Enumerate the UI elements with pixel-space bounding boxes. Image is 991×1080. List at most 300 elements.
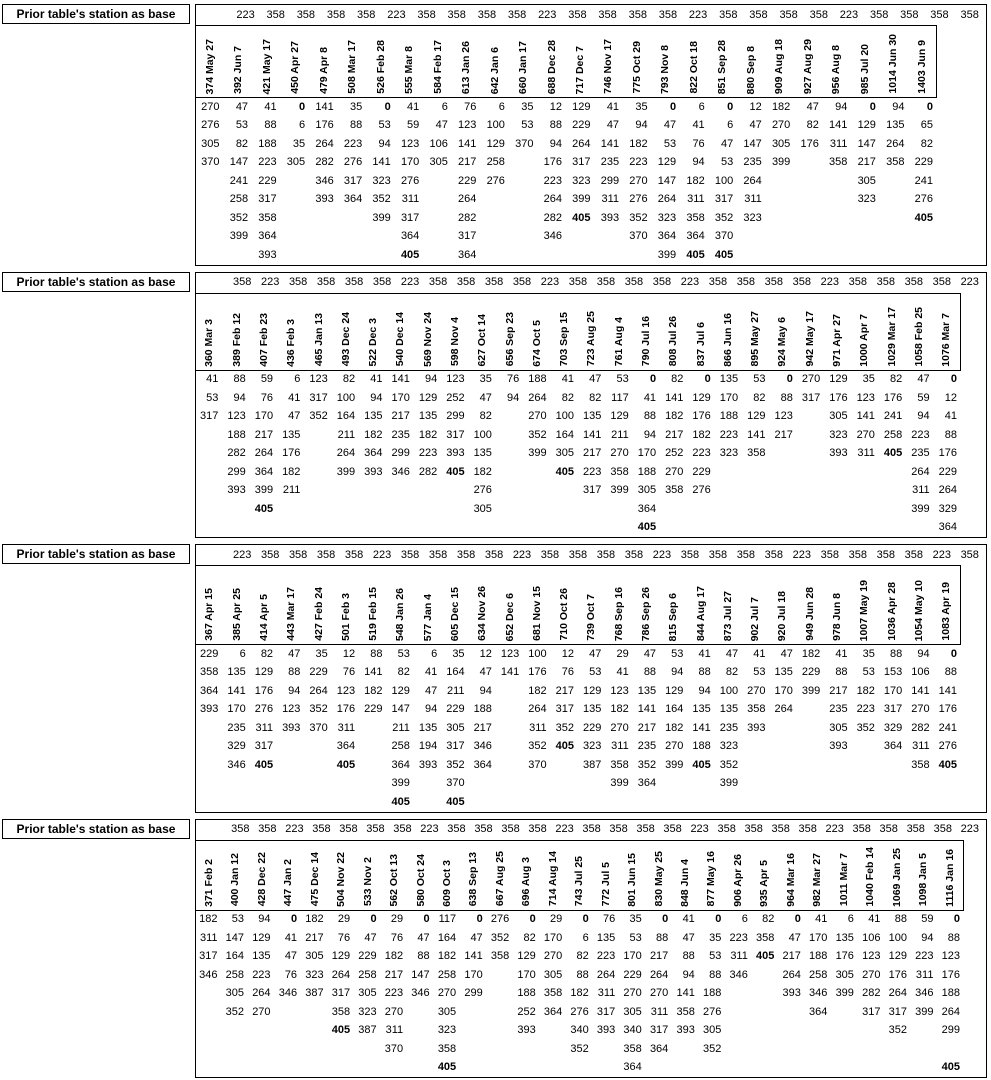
table-cell: 82: [890, 373, 903, 386]
table-cell: 270: [862, 968, 881, 981]
table-cell: 323: [582, 740, 602, 753]
table-cell: 235: [227, 721, 246, 734]
table-cell: 276: [914, 193, 933, 206]
column-label: 526 Feb 28: [374, 40, 387, 94]
station-table-section: [0, 272, 991, 539]
column-label-cell: [196, 566, 223, 644]
header-value-cell: 358: [296, 8, 316, 21]
column-label: 660 Jan 17: [517, 40, 530, 94]
table-cell: 405: [756, 950, 775, 963]
data-rows: [196, 371, 962, 538]
table-cell: 35: [479, 373, 492, 386]
column-label: 942 May 17: [803, 311, 816, 367]
table-cell: 223: [911, 428, 930, 441]
column-label: 479 Apr 8: [317, 47, 330, 94]
table-cell: 0: [727, 100, 734, 113]
table-row: [196, 154, 938, 173]
header-value-cell: 358: [477, 8, 497, 21]
column-label: 830 May 25: [652, 851, 665, 907]
table-cell: 311: [857, 447, 875, 460]
table-cell: 88: [233, 373, 246, 386]
column-label: 1403 Jun 9: [915, 40, 928, 94]
table-cell: 323: [657, 211, 677, 224]
table-cell: 82: [589, 391, 602, 404]
table-cell: 117: [611, 391, 629, 404]
column-label-cell: [509, 26, 537, 97]
header-value-cell: 358: [736, 548, 756, 561]
table-cell: 352: [372, 193, 391, 206]
table-cell: 53: [397, 647, 410, 660]
table-cell: 264: [336, 447, 356, 460]
table-cell: 123: [400, 137, 420, 150]
table-cell: 311: [199, 931, 218, 944]
table-cell: 370: [515, 137, 534, 150]
table-cell: 282: [315, 156, 334, 169]
column-label-cell: [687, 566, 714, 644]
column-label-cell: [222, 841, 248, 910]
column-label-cell: [302, 841, 328, 910]
table-cell: 88: [947, 931, 960, 944]
table-cell: 352: [719, 758, 739, 771]
column-label: 801 Jun 15: [626, 852, 639, 907]
table-cell: 6: [582, 931, 589, 944]
table-cell: 211: [337, 428, 356, 441]
column-label: 400 Jan 12: [229, 853, 242, 907]
table-cell: 405: [336, 758, 356, 771]
table-cell: 282: [862, 987, 881, 1000]
table-cell: 141: [692, 721, 711, 734]
table-cell: 405: [572, 211, 591, 224]
table-cell: 364: [686, 230, 705, 243]
column-label: 971 Apr 27: [830, 313, 843, 367]
table-row: [196, 426, 962, 445]
column-label-cell: [804, 841, 830, 910]
table-cell: 176: [938, 447, 957, 460]
table-cell: 123: [856, 391, 875, 404]
table-cell: 364: [623, 1061, 642, 1074]
table-cell: 241: [229, 174, 249, 187]
table-cell: 405: [446, 465, 465, 478]
table-cell: 170: [774, 684, 793, 697]
column-label-cell: [305, 566, 332, 644]
table-cell: 47: [788, 931, 801, 944]
column-label-cell: [310, 26, 338, 97]
table-cell: 0: [582, 913, 589, 926]
table-cell: 329: [883, 721, 903, 734]
column-label: 837 Jul 6: [694, 322, 707, 367]
header-value-cell: 223: [960, 276, 979, 288]
column-label-cell: [857, 841, 883, 910]
table-cell: 147: [657, 174, 677, 187]
column-label: 895 May 27: [749, 311, 762, 367]
column-label-cell: [395, 26, 423, 97]
table-row: [196, 756, 962, 775]
table-cell: 129: [657, 156, 677, 169]
table-row: [196, 1003, 965, 1022]
table-cell: 0: [384, 100, 391, 113]
table-cell: 364: [391, 758, 410, 771]
table-cell: 41: [561, 373, 574, 386]
table-cell: 47: [479, 666, 492, 679]
table-cell: 311: [730, 950, 748, 963]
table-cell: 0: [950, 373, 957, 386]
table-cell: 305: [555, 447, 574, 460]
table-cell: 147: [743, 137, 762, 150]
column-label-cell: [434, 841, 460, 910]
table-cell: 47: [917, 373, 930, 386]
table-cell: 399: [835, 987, 854, 1000]
table-row: [196, 98, 938, 117]
column-label: 450 Apr 27: [289, 41, 302, 94]
header-value-cell: 358: [932, 276, 951, 288]
column-label: 851 Sep 28: [716, 39, 729, 94]
header-value-cell: 358: [447, 8, 466, 21]
header-value-cell: 358: [879, 823, 898, 835]
column-label: 927 Aug 29: [801, 38, 814, 94]
table-cell: 399: [254, 484, 274, 497]
table-cell: 405: [637, 521, 657, 534]
table-cell: 358: [199, 666, 219, 679]
table-cell: 358: [747, 703, 766, 716]
table-cell: 364: [400, 230, 420, 243]
column-label-cell: [278, 566, 305, 644]
table-cell: 0: [953, 913, 960, 926]
column-label-cell: [414, 566, 441, 644]
table-cell: 217: [829, 684, 848, 697]
column-label: 1098 Jan 5: [917, 853, 930, 907]
table-cell: 399: [719, 777, 739, 790]
header-value-cell: 223: [839, 8, 859, 21]
column-label-cell: [367, 26, 395, 97]
table-cell: 311: [601, 193, 620, 206]
table-cell: 29: [549, 913, 563, 926]
table-cell: 188: [473, 703, 492, 716]
table-cell: 170: [227, 703, 246, 716]
table-cell: 352: [570, 1042, 589, 1055]
table-cell: 182: [665, 721, 684, 734]
table-cell: 0: [299, 100, 306, 113]
table-cell: 47: [470, 931, 483, 944]
column-label-cell: [765, 26, 793, 97]
column-label: 577 Jan 4: [421, 593, 434, 641]
table-cell: 82: [576, 950, 589, 963]
table-cell: 276: [201, 119, 220, 132]
table-cell: 194: [418, 740, 438, 753]
table-cell: 12: [749, 100, 762, 113]
table-cell: 364: [254, 465, 274, 478]
column-label: 1083 Apr 19: [940, 582, 953, 641]
column-label: 1076 Mar 7: [940, 312, 953, 367]
header-value-cell: 358: [624, 548, 644, 561]
table-cell: 182: [437, 950, 457, 963]
table-cell: 352: [888, 1024, 907, 1037]
table-cell: 393: [199, 703, 219, 716]
column-label: 548 Jan 26: [394, 587, 407, 641]
table-cell: 311: [912, 484, 930, 497]
table-cell: 153: [883, 666, 903, 679]
table-cell: 82: [479, 410, 492, 423]
table-cell: 176: [528, 666, 547, 679]
table-row: [196, 664, 962, 683]
table-cell: 229: [938, 465, 957, 478]
table-cell: 94: [692, 156, 705, 169]
header-value-cell: 358: [717, 823, 736, 835]
table-cell: 317: [596, 1005, 616, 1018]
table-row: [196, 985, 965, 1004]
table-cell: 217: [305, 931, 324, 944]
table-cell: 364: [883, 740, 903, 753]
table-cell: 88: [698, 666, 711, 679]
column-label: 447 Jan 2: [282, 859, 295, 907]
table-cell: 311: [611, 740, 629, 753]
table-cell: 47: [720, 137, 734, 150]
table-cell: 41: [206, 373, 219, 386]
table-row: [196, 228, 938, 247]
table-cell: 393: [676, 1024, 695, 1037]
table-cell: 358: [756, 931, 775, 944]
table-cell: 235: [829, 703, 848, 716]
header-value-cell: 358: [609, 823, 628, 835]
column-label-cell: [487, 841, 513, 910]
table-cell: 399: [372, 211, 391, 224]
table-cell: 399: [915, 1005, 934, 1018]
table-cell: 6: [727, 119, 734, 132]
column-label: 674 Oct 5: [530, 319, 543, 367]
table-cell: 164: [555, 428, 574, 441]
table-cell: 217: [637, 721, 657, 734]
table-cell: 217: [384, 968, 404, 981]
table-cell: 229: [258, 174, 277, 187]
column-label: 906 Apr 26: [731, 853, 744, 907]
table-row: [196, 246, 938, 265]
table-cell: 270: [384, 1005, 404, 1018]
table-cell: 94: [258, 913, 271, 926]
table-cell: 41: [815, 913, 828, 926]
table-cell: 405: [714, 248, 734, 261]
table-cell: 88: [944, 428, 957, 441]
table-cell: 0: [290, 913, 298, 926]
table-cell: 12: [549, 100, 562, 113]
table-row: [196, 738, 962, 757]
column-label-cell: [442, 566, 469, 644]
table-cell: 0: [649, 373, 657, 386]
column-label: 501 Feb 3: [339, 593, 352, 641]
header-value-cell: 358: [568, 8, 587, 21]
header-value-cell: 223: [820, 276, 839, 288]
table-cell: 299: [446, 410, 465, 423]
header-value-cell: 358: [568, 276, 588, 288]
table-cell: 6: [441, 100, 448, 113]
table-row: [196, 371, 962, 390]
table-cell: 346: [729, 968, 748, 981]
table-cell: 53: [231, 913, 245, 926]
table-cell: 305: [437, 1005, 457, 1018]
table-cell: 358: [911, 758, 930, 771]
column-label: 696 Aug 3: [520, 857, 533, 907]
table-cell: 364: [543, 1005, 563, 1018]
table-cell: 229: [801, 666, 821, 679]
column-label-cell: [513, 841, 539, 910]
header-value-cell: 223: [400, 276, 420, 288]
table-cell: 94: [835, 100, 848, 113]
header-value-cell: 358: [719, 8, 738, 21]
table-cell: 311: [915, 968, 934, 981]
table-cell: 311: [529, 721, 547, 734]
header-value-cell: 223: [538, 8, 557, 21]
table-cell: 340: [623, 1024, 642, 1037]
table-cell: 188: [227, 428, 246, 441]
table-cell: 182: [801, 647, 821, 660]
table-cell: 41: [606, 100, 620, 113]
table-cell: 129: [252, 931, 271, 944]
table-cell: 270: [543, 950, 563, 963]
table-cell: 88: [682, 950, 695, 963]
column-label-cell: [332, 566, 359, 644]
table-cell: 141: [464, 950, 483, 963]
table-cell: 164: [437, 931, 457, 944]
header-value-cell: 358: [266, 8, 285, 21]
table-cell: 346: [915, 987, 934, 1000]
column-label-cell: [452, 26, 480, 97]
column-label-cell: [566, 26, 594, 97]
header-value-cell: 358: [736, 276, 756, 288]
table-cell: 223: [418, 447, 438, 460]
column-label-cell: [646, 841, 672, 910]
header-value-cell: 358: [501, 823, 520, 835]
table-cell: 76: [342, 666, 356, 679]
table-cell: 270: [201, 100, 220, 113]
header-value-cell: 358: [779, 8, 798, 21]
header-value-cell: 223: [690, 823, 709, 835]
table-cell: 270: [801, 373, 821, 386]
table-cell: 235: [743, 156, 762, 169]
table-cell: 282: [418, 465, 438, 478]
table-cell: 6: [498, 100, 505, 113]
table-cell: 88: [349, 119, 363, 132]
column-label: 688 Dec 28: [545, 39, 558, 94]
table-cell: 270: [528, 410, 547, 423]
table-outer-box: [195, 4, 987, 266]
table-cell: 76: [507, 373, 520, 386]
column-label: 909 Aug 18: [773, 38, 786, 94]
header-value-cell: 358: [512, 276, 532, 288]
table-cell: 211: [392, 721, 410, 734]
table-cell: 229: [692, 465, 711, 478]
table-cell: 264: [528, 703, 547, 716]
table-cell: 311: [650, 1005, 669, 1018]
header-value-cell: 358: [848, 548, 867, 561]
column-label-cell: [551, 294, 578, 370]
table-cell: 264: [657, 193, 677, 206]
table-cell: 59: [917, 391, 930, 404]
table-cell: 94: [370, 391, 383, 404]
table-cell: 317: [258, 193, 277, 206]
column-label: 522 Dec 3: [367, 318, 380, 367]
header-value-cell: 358: [260, 548, 280, 561]
table-cell: 123: [941, 950, 960, 963]
table-cell: 323: [743, 211, 762, 224]
table-cell: 0: [423, 913, 430, 926]
prior-table-label: Prior table's station as base: [2, 4, 190, 24]
table-cell: 264: [572, 137, 591, 150]
column-label: 746 Nov 17: [602, 39, 615, 94]
column-label: 652 Dec 6: [503, 592, 516, 641]
table-cell: 270: [629, 174, 648, 187]
column-label-cell: [551, 566, 578, 644]
header-value-cell: 358: [568, 548, 588, 561]
table-cell: 76: [260, 391, 274, 404]
table-row: [196, 408, 962, 427]
column-label: 634 Nov 26: [476, 586, 489, 641]
column-label-cell: [878, 566, 905, 644]
table-cell: 94: [917, 647, 930, 660]
column-label: 385 Apr 25: [230, 588, 243, 641]
table-cell: 305: [623, 1005, 642, 1018]
column-label-cell: [469, 294, 496, 370]
header-values-row: [196, 545, 986, 565]
table-cell: 317: [331, 987, 351, 1000]
column-label: 584 Feb 17: [431, 40, 444, 94]
table-cell: 176: [336, 703, 356, 716]
table-cell: 88: [576, 968, 589, 981]
table-cell: 141: [911, 684, 930, 697]
table-cell: 129: [888, 950, 907, 963]
table-cell: 35: [292, 137, 306, 150]
column-label-cell: [387, 566, 414, 644]
table-row: [196, 500, 962, 519]
header-value-cell: 358: [366, 823, 385, 835]
table-cell: 393: [258, 248, 277, 261]
table-cell: 123: [282, 703, 301, 716]
table-cell: 311: [744, 193, 762, 206]
table-cell: 135: [774, 666, 793, 679]
table-cell: 229: [458, 174, 477, 187]
table-cell: 358: [490, 950, 510, 963]
table-cell: 317: [254, 740, 274, 753]
column-label-cell: [578, 566, 605, 644]
table-cell: 88: [643, 410, 657, 423]
column-label-cell: [633, 294, 660, 370]
column-label: 949 Jun 28: [803, 587, 816, 641]
header-value-cell: 358: [598, 8, 617, 21]
table-cell: 282: [458, 211, 477, 224]
table-cell: 276: [473, 484, 492, 497]
table-cell: 100: [473, 428, 492, 441]
table-cell: 252: [665, 447, 684, 460]
header-value-cell: 358: [798, 823, 817, 835]
column-label-cell: [540, 841, 566, 910]
header-value-cell: 358: [708, 548, 728, 561]
table-cell: 182: [364, 428, 383, 441]
table-cell: 399: [229, 230, 249, 243]
header-value-cell: 358: [372, 276, 392, 288]
table-outer-box: [195, 272, 987, 539]
table-cell: 170: [809, 931, 828, 944]
table-cell: 135: [282, 428, 301, 441]
table-cell: 270: [747, 684, 766, 697]
header-value-cell: 358: [960, 8, 979, 21]
table-cell: 188: [941, 987, 960, 1000]
table-cell: 12: [342, 647, 356, 660]
table-cell: 12: [944, 391, 957, 404]
table-cell: 217: [782, 950, 801, 963]
table-cell: 53: [753, 373, 766, 386]
table-cell: 399: [801, 684, 821, 697]
column-label: 638 Sep 13: [467, 852, 480, 907]
table-row: [196, 948, 965, 967]
table-cell: 41: [835, 647, 848, 660]
table-cell: 346: [315, 174, 334, 187]
